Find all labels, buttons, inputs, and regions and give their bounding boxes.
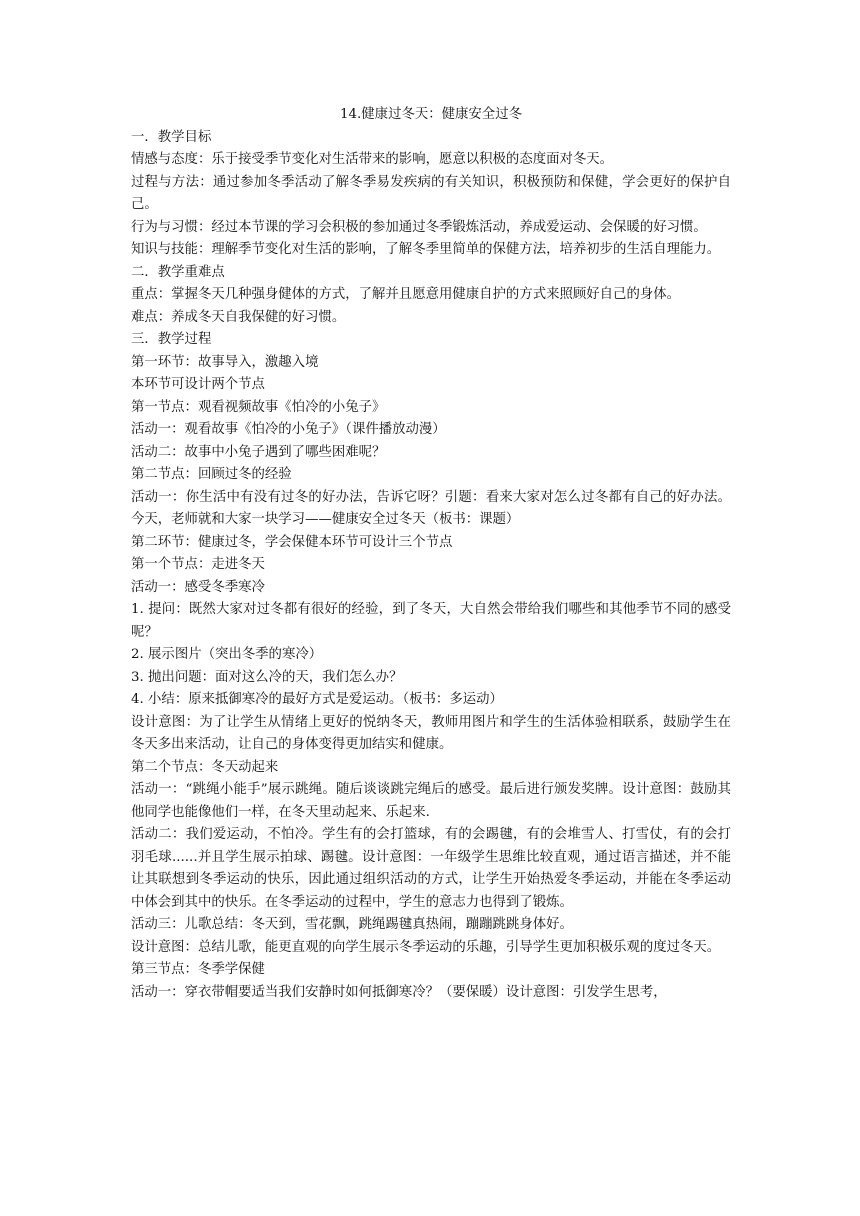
numbered-item: 4. 小结：原来抵御寒冷的最好方式是爱运动。（板书：多运动） [131, 692, 503, 707]
numbered-item: 1. 提问：既然大家对过冬都有很好的经验，到了冬天，大自然会带给我们哪些和其他季节不同的感受呢？ [131, 602, 731, 640]
paragraph: 第一个节点：走进冬天 [131, 557, 265, 572]
numbered-item: 2. 展示图片（突出冬季的寒冷） [131, 647, 323, 662]
paragraph: 设计意图：总结儿歌，能更直观的向学生展示冬季运动的乐趣，引导学生更加积极乐观的度过冬天。 [131, 939, 721, 955]
paragraph: 过程与方法：通过参加冬季活动了解冬季易发疾病的有关知识，积极预防和保健，学会更好的保护自己。 [131, 174, 731, 212]
numbered-item: 3. 抛出问题：面对这么冷的天，我们怎么办？ [131, 669, 403, 685]
paragraph: 难点：养成冬天自我保健的好习惯。 [131, 309, 346, 325]
paragraph: 设计意图：为了让学生从情绪上更好的悦纳冬天，教师用图片和学生的生活体验相联系，鼓励学生在冬天多出来活动，让自己的身体变得更加结实和健康。 [131, 714, 731, 752]
document-page [131, 104, 731, 1004]
heading-key-difficulties: 二．教学重难点 [131, 264, 225, 280]
paragraph: 活动一：穿衣带帽要适当我们安静时如何抵御寒冷？（要保暖）设计意图：引发学生思考， [131, 984, 667, 1000]
paragraph: 本环节可设计两个节点 [131, 377, 265, 392]
paragraph: 第二节点：回顾过冬的经验 [131, 467, 292, 482]
document-title: 14.健康过冬天：健康安全过冬 [340, 107, 522, 122]
paragraph: 活动三：儿歌总结：冬天到，雪花飘，跳绳踢毽真热闹，蹦蹦跳跳身体好。 [131, 917, 573, 932]
paragraph: 重点：掌握冬天几种强身健体的方式，了解并且愿意用健康自护的方式来照顾好自己的身体。 [131, 287, 681, 302]
paragraph: 活动二：我们爱运动，不怕冷。学生有的会打篮球，有的会踢毽，有的会堆雪人、打雪仗，有的会打羽毛球......并且学生展示拍球、踢毽。设计意图：一年级学生思维比较直观，通过语言描述，并不能让其联想到冬季运动的快乐，因此通过组织活动的方式，让学生开始热爱冬季运动，并能在冬季运动中体会到其中的快乐。在冬季运动的过程中，学生的意志力也得到了锻炼。 [131, 827, 731, 910]
heading-teaching-process: 三．教学过程 [131, 332, 212, 347]
paragraph: 活动二：故事中小兔子遇到了哪些困难呢？ [131, 444, 386, 460]
paragraph: 情感与态度：乐于接受季节变化对生活带来的影响，愿意以积极的态度面对冬天。 [131, 152, 614, 167]
paragraph: 活动一：观看故事《怕冷的小兔子》（课件播放动漫） [131, 422, 446, 437]
paragraph: 活动一：感受冬季寒冷 [131, 579, 265, 595]
paragraph: 行为与习惯：经过本节课的学习会积极的参加通过冬季锻炼活动，养成爱运动、会保暖的好习惯。 [131, 219, 707, 235]
paragraph: 第三节点：冬季学保健 [131, 962, 265, 977]
paragraph: 第一环节：故事导入，激趣入境 [131, 354, 319, 370]
heading-teaching-goals: 一．教学目标 [131, 129, 212, 145]
paragraph: 活动一：“跳绳小能手”展示跳绳。随后谈谈跳完绳后的感受。最后进行颁发奖牌。设计意图：鼓励其他同学也能像他们一样，在冬天里动起来、乐起来. [131, 782, 731, 820]
paragraph: 第二个节点：冬天动起来 [131, 759, 279, 775]
paragraph: 活动一：你生活中有没有过冬的好办法，告诉它呀？引题：看来大家对怎么过冬都有自己的好办法。今天，老师就和大家一块学习——健康安全过冬天（板书：课题） [131, 489, 731, 527]
paragraph: 知识与技能：理解季节变化对生活的影响，了解冬季里简单的保健方法，培养初步的生活自理能力。 [131, 242, 721, 257]
paragraph: 第一节点：观看视频故事《怕冷的小兔子》 [131, 399, 386, 415]
paragraph: 第二环节：健康过冬，学会保健本环节可设计三个节点 [131, 534, 453, 550]
